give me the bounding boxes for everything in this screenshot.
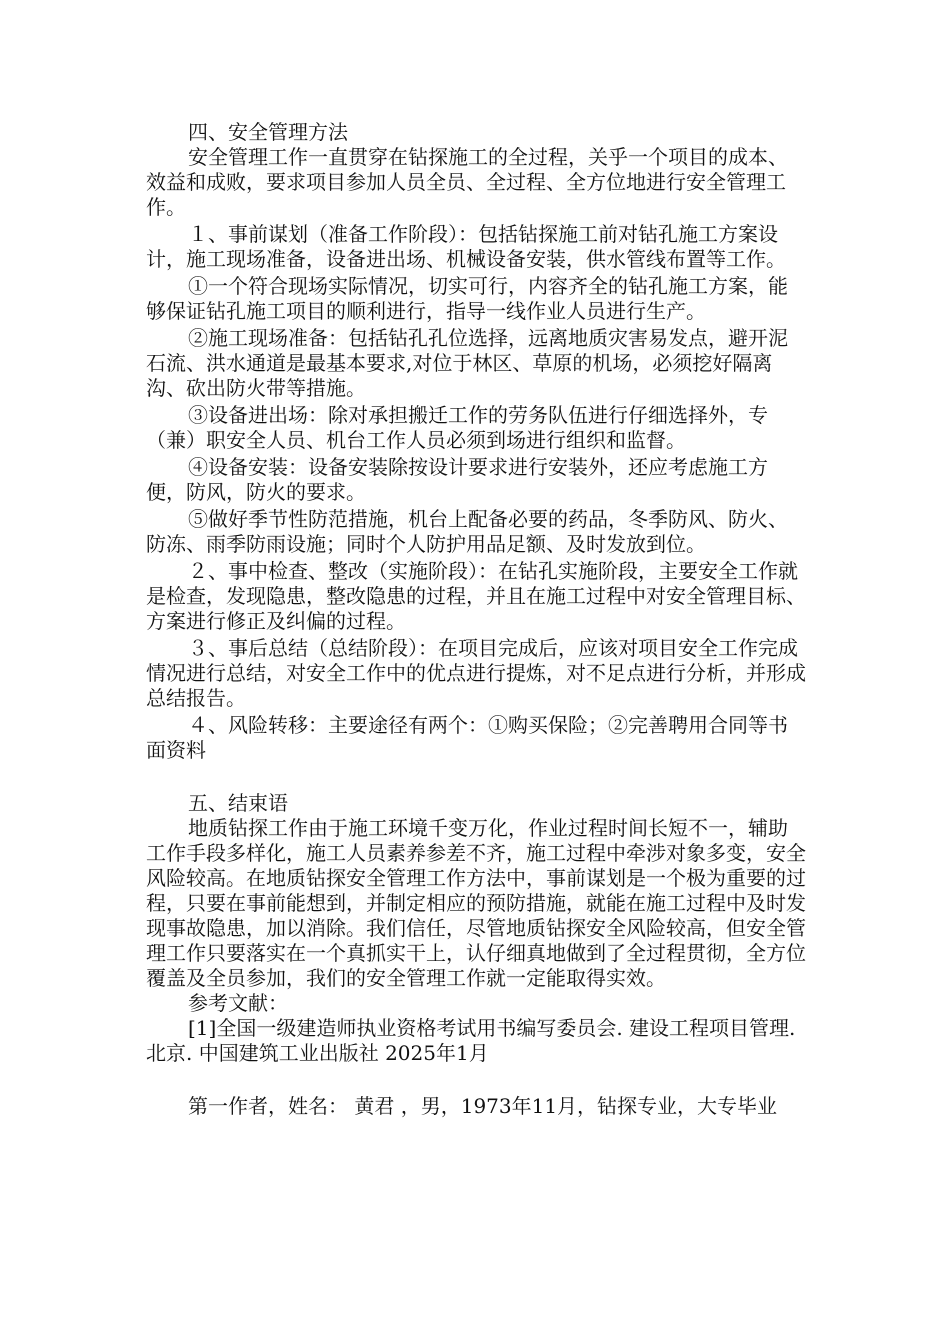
reference-item-1: [1]全国一级建造师执业资格考试用书编写委员会. 建设工程项目管理. 北京. 中国建筑工业出版社 2025年1月 <box>146 1016 796 1065</box>
paragraph-sub-1: ①一个符合现场实际情况，切实可行，内容齐全的钻孔施工方案，能够保证钻孔施工项目的顺利进行，指导一线作业人员进行生产。 <box>146 274 788 323</box>
paragraph-intro: 安全管理工作一直贯穿在钻探施工的全过程，关乎一个项目的成本、效益和成败，要求项目参加人员全员、全过程、全方位地进行安全管理工作。 <box>146 145 788 219</box>
paragraph-sub-3: ③设备进出场：除对承担搬迁工作的劳务队伍进行仔细选择外，专（兼）职安全人员、机台工作人员必须到场进行组织和监督。 <box>146 403 768 452</box>
paragraph-sub-4: ④设备安装：设备安装除按设计要求进行安装外，还应考虑施工方便，防风，防火的要求。 <box>146 455 768 504</box>
document-body <box>146 120 806 1119</box>
paragraph-item-1: １、事前谋划（准备工作阶段）：包括钻探施工前对钻孔施工方案设计，施工现场准备，设备进出场、机械设备安装，供水管线布置等工作。 <box>146 222 786 271</box>
section-heading-conclusion: 五、结束语 <box>188 791 288 815</box>
paragraph-conclusion: 地质钻探工作由于施工环境千变万化，作业过程时间长短不一，辅助工作手段多样化，施工人员素养参差不齐，施工过程中牵涉对象多变，安全风险较高。在地质钻探安全管理工作方法中，事前谋划是一个极为重要的过程，只要在事前能想到，并制定相应的预防措施，就能在施工过程中及时发现事故隐患，加以消除。我们信任，尽管地质钻探安全风险较高，但安全管理工作只要落实在一个真抓实干上，认仔细真地做到了全过程贯彻，全方位覆盖及全员参加，我们的安全管理工作就一定能取得实效。 <box>146 816 806 990</box>
section-heading-safety-methods: 四、安全管理方法 <box>188 120 348 144</box>
blank-line <box>146 763 806 791</box>
references-heading: 参考文献： <box>188 991 288 1015</box>
paragraph-item-4: ４、风险转移：主要途径有两个：①购买保险；②完善聘用合同等书面资料 <box>146 713 788 762</box>
paragraph-sub-2: ②施工现场准备：包括钻孔孔位选择，远离地质灾害易发点，避开泥石流、洪水通道是最基本要求,对位于林区、草原的机场，必须挖好隔离沟、砍出防火带等措施。 <box>146 326 788 400</box>
author-info: 第一作者，姓名： 黄君 ，男，1973年11月，钻探专业，大专毕业 <box>188 1094 778 1118</box>
paragraph-sub-5: ⑤做好季节性防范措施，机台上配备必要的药品，冬季防风、防火、防冻、雨季防雨设施；同时个人防护用品足额、及时发放到位。 <box>146 507 788 556</box>
paragraph-item-3: ３、事后总结（总结阶段）：在项目完成后，应该对项目安全工作完成情况进行总结，对安全工作中的优点进行提炼，对不足点进行分析，并形成总结报告。 <box>146 636 806 710</box>
blank-line <box>146 1066 806 1094</box>
paragraph-item-2: ２、事中检查、整改（实施阶段）：在钻孔实施阶段，主要安全工作就是检查，发现隐患，整改隐患的过程，并且在施工过程中对安全管理目标、方案进行修正及纠偏的过程。 <box>146 559 806 633</box>
